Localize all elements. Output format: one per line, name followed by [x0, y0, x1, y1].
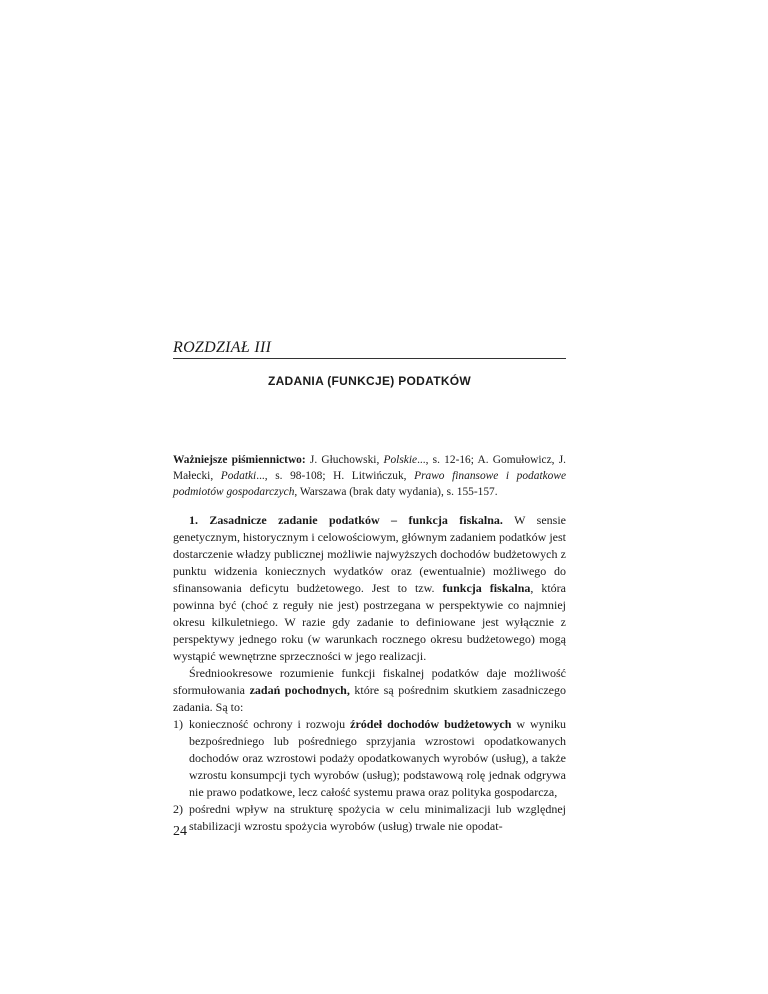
literature-label: Ważniejsze piśmiennictwo:: [173, 454, 306, 466]
literature-text: ..., s. 12-16; A. Gomułowicz, J. Małecki,: [173, 454, 566, 482]
list-item: [173, 716, 566, 801]
paragraph-text: Średniookresowe rozumienie funkcji fiskalnej podatków daje możliwość sformułowania: [173, 666, 566, 697]
literature-note: [173, 452, 566, 500]
literature-text: ..., s. 98-108; H. Litwińczuk,: [256, 470, 415, 482]
list-text: w wyniku bezpośredniego lub pośredniego sprzyjania wzrostowi opodatkowanych dochodów oraz wzrostowi podaży opodatkowanych wyrobów (usług), a także wzrostu konsumpcji tych wyrobów (usług); podstawową rolę jednak odgrywa nie prawo podatkowe, lecz całość systemu prawa oraz polityka gospodarcza,: [189, 717, 566, 799]
chapter-label: ROZDZIAŁ III: [173, 339, 272, 356]
paragraph-2: [173, 665, 566, 716]
chapter-title: ZADANIA (FUNKCJE) PODATKÓW: [267, 374, 472, 388]
page-number: 24: [173, 824, 187, 839]
paragraph-text: , która powinna być (choć z reguły nie jest) postrzegana w perspektywie co najmniej okresu kilkuletniego. W razie gdy zadanie to definiowane jest wyłącznie z perspektywy jednego roku (w warunkach rocznego okresu budżetowego) mogą wystąpić wewnętrzne sprzeczności w jego realizacji.: [173, 581, 566, 663]
section-1-paragraph: [173, 512, 566, 665]
list-number: 2): [173, 802, 183, 816]
literature-title: Prawo finansowe i podatkowe podmiotów gospodarczych: [173, 470, 567, 498]
list-text: konieczność ochrony i rozwoju: [189, 717, 351, 731]
literature-text: J. Głuchowski,: [305, 454, 384, 466]
literature-title: Polskie: [383, 454, 418, 466]
section-1-heading: 1. Zasadnicze zadanie podatków – funkcja fiskalna.: [189, 513, 503, 527]
paragraph-text: W sensie genetycznym, historycznym i celowościowym, głównym zadaniem podatków jest dostarczenie władzy publicznej możliwie najwyższych dochodów budżetowych z punktu widzenia koniecznych wydatków oraz (ewentualnie) możliwego do sfinansowania deficytu budżetowego. Jest to tzw.: [173, 513, 567, 595]
list-item: [173, 801, 566, 835]
emphasis-term: zadań pochodnych,: [249, 683, 350, 697]
emphasis-term: funkcja fiskalna: [442, 581, 531, 595]
literature-text: , Warszawa (brak daty wydania), s. 155-157.: [294, 486, 498, 498]
emphasis-term: źródeł dochodów budżetowych: [350, 717, 512, 731]
heading-rule: [173, 358, 566, 359]
literature-title: Podatki: [220, 470, 257, 482]
paragraph-text: które są pośrednim skutkiem zasadniczego zadania. Są to:: [173, 683, 566, 714]
numbered-list: [173, 716, 566, 835]
list-text: pośredni wpływ na strukturę spożycia w celu minimalizacji lub względnej stabilizacji wzrostu spożycia wyrobów (usług) trwale nie opodat-: [189, 802, 566, 833]
list-number: 1): [173, 717, 183, 731]
body-text: [173, 452, 566, 835]
